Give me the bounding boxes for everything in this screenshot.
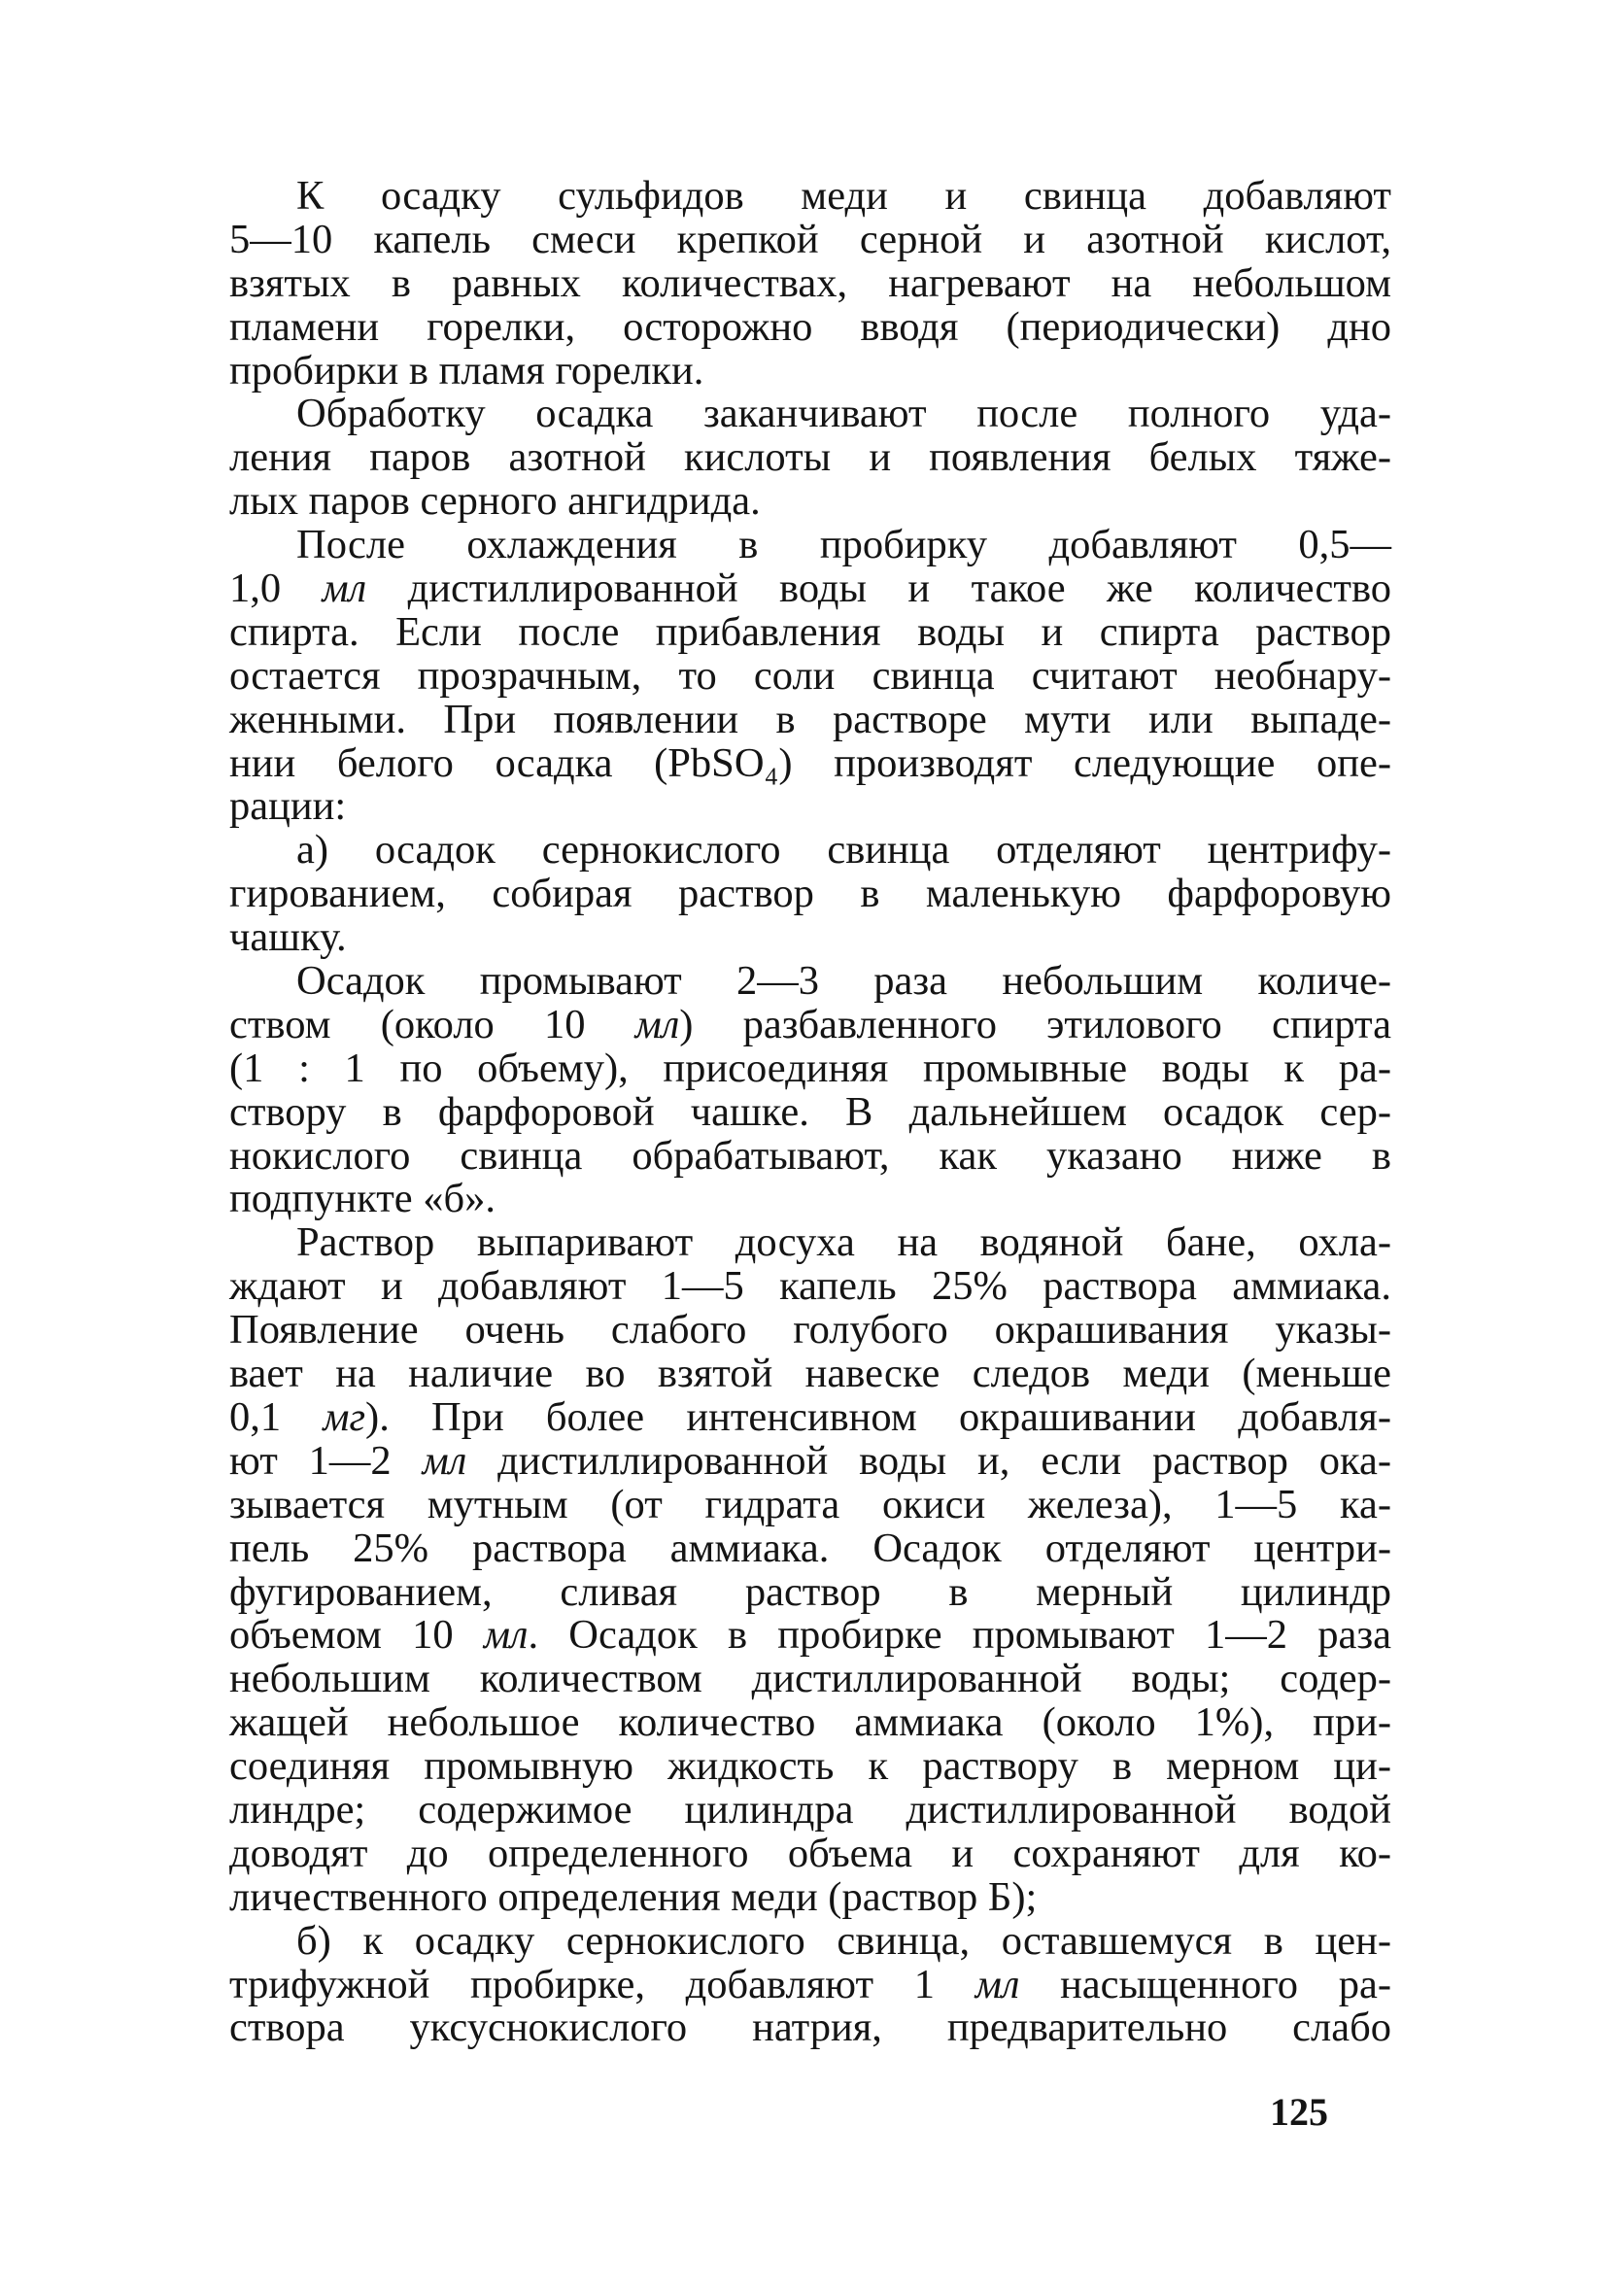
text-line: рации: [229, 783, 347, 830]
paragraph [229, 393, 1391, 524]
page-text [229, 175, 1391, 2118]
text-line: 5—10 капель смеси крепкой серной и азотной кислот, [229, 216, 1391, 262]
text-line: трифужной пробирке, добавляют 1 мл насыщенного ра- [229, 1961, 1392, 2007]
page-number: 125 [1270, 2090, 1328, 2134]
text-line: пель 25% раствора аммиака. Осадок отделяют центри- [229, 1525, 1391, 1571]
paragraph [229, 829, 1391, 960]
text-line: жащей небольшое количество аммиака (около 1%), при- [229, 1699, 1391, 1746]
text-line: (1 : 1 по объему), присоединяя промывные воды к ра- [229, 1045, 1391, 1091]
text-line: ством (около 10 мл) разбавленного этилового спирта [229, 1001, 1391, 1047]
text-line: Обработку осадка заканчивают после полного уда- [296, 391, 1391, 437]
text-line: пламени горелки, осторожно вводя (периодически) дно [229, 303, 1391, 350]
text-line: ления паров азотной кислоты и появления белых тяже- [229, 434, 1391, 481]
paragraph [229, 175, 1391, 393]
text-line: Появление очень слабого голубого окрашивания указы- [229, 1307, 1391, 1354]
paragraph [229, 1917, 1392, 2051]
text-line: фугированием, сливая раствор в мерный цилиндр [229, 1568, 1391, 1615]
text-line: ждают и добавляют 1—5 капель 25% раствора аммиака. [229, 1263, 1391, 1310]
text-line: гированием, собирая раствор в маленькую фарфоровую [229, 871, 1391, 917]
text-line: створу в фарфоровой чашке. В дальнейшем осадок сер- [229, 1088, 1391, 1135]
text-line: 0,1 мг). При более интенсивном окрашивании добавля- [229, 1393, 1392, 1440]
text-line: нокислого свинца обрабатывают, как указано ниже в [229, 1132, 1391, 1179]
text-line: 1,0 мл дистиллированной воды и такое же количество [229, 565, 1391, 612]
text-line: Осадок промывают 2—3 раза небольшим количе- [296, 958, 1391, 1005]
text-line: пробирки в пламя горелки. [229, 347, 704, 394]
text-line: а) осадок сернокислого свинца отделяют центрифу- [296, 827, 1391, 874]
text-line: подпункте «б». [229, 1176, 496, 1222]
text-line: линдре; содержимое цилиндра дистиллированной водой [229, 1786, 1391, 1833]
text-line: женными. При появлении в растворе мути или выпаде- [229, 696, 1391, 742]
text-line: Раствор выпаривают досуха на водяной бане, охла- [296, 1219, 1391, 1266]
text-line: ют 1—2 мл дистиллированной воды и, если раствор ока- [229, 1437, 1392, 1484]
text-line: остается прозрачным, то соли свинца считают необнару- [229, 652, 1391, 699]
text-line: б) к осадку сернокислого свинца, оставшемуся в цен- [296, 1917, 1391, 1964]
paragraph [229, 1221, 1391, 1919]
text-line: нии белого осадка (PbSO₄) производят следующие опе- [229, 739, 1391, 786]
paragraph [229, 960, 1391, 1221]
text-line: спирта. Если после прибавления воды и спирта раствор [229, 608, 1391, 655]
text-line: взятых в равных количествах, нагревают на небольшом [229, 259, 1391, 306]
text-line: лых паров серного ангидрида. [229, 478, 761, 525]
text-line: зывается мутным (от гидрата окиси железа), 1—5 ка- [229, 1481, 1391, 1527]
text-line: К осадку сульфидов меди и свинца добавляют [296, 173, 1391, 219]
text-line: чашку. [229, 914, 347, 961]
text-line: небольшим количеством дистиллированной воды; содер- [229, 1656, 1391, 1702]
text-line: соединяя промывную жидкость к раствору в мерном ци- [229, 1743, 1391, 1790]
paragraph [229, 524, 1391, 829]
text-line: объемом 10 мл. Осадок в пробирке промывают 1—2 раза [229, 1612, 1391, 1659]
text-line: После охлаждения в пробирку добавляют 0,5— [296, 522, 1391, 568]
text-line: вает на наличие во взятой навеске следов меди (меньше [229, 1351, 1391, 1397]
text-line: створа уксуснокислого натрия, предварительно слабо [229, 2005, 1391, 2051]
text-line: личественного определения меди (раствор Б); [229, 1873, 1038, 1920]
text-line: доводят до определенного объема и сохраняют для ко- [229, 1830, 1391, 1876]
